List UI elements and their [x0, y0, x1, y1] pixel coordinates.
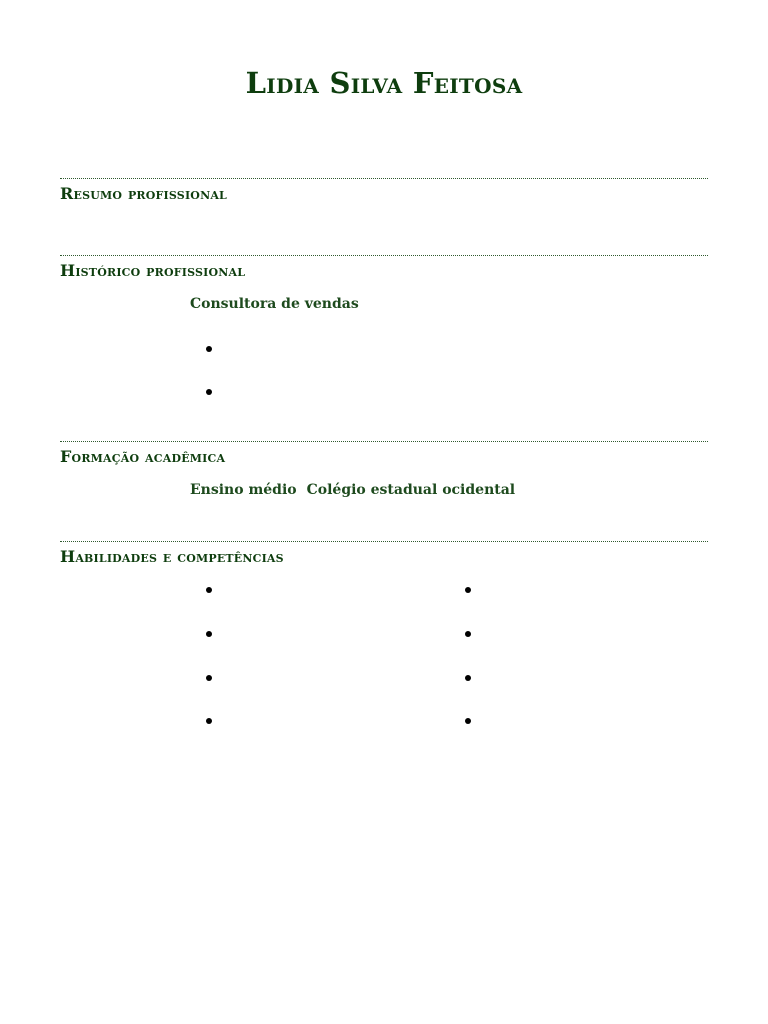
history-bullet — [206, 389, 212, 395]
skill-bullet — [465, 718, 471, 724]
job-title: Consultora de vendas — [190, 296, 359, 312]
section-title-education: Formação acadêmica — [60, 447, 226, 466]
skill-bullet — [206, 718, 212, 724]
skill-bullet — [465, 631, 471, 637]
section-divider-history — [60, 255, 708, 256]
skill-bullet — [465, 587, 471, 593]
skill-bullet — [206, 631, 212, 637]
skill-bullet — [206, 675, 212, 681]
section-title-history: Histórico profissional — [60, 261, 246, 280]
education-school: Colégio estadual ocidental — [306, 482, 516, 498]
section-title-skills: Habilidades e competências — [60, 547, 284, 566]
section-divider-summary — [60, 178, 708, 179]
skill-bullet — [206, 587, 212, 593]
section-title-summary: Resumo profissional — [60, 184, 227, 203]
candidate-name: Lidia Silva Feitosa — [245, 66, 523, 100]
education-degree: Ensino médio — [190, 482, 297, 498]
skill-bullet — [465, 675, 471, 681]
history-bullet — [206, 346, 212, 352]
education-entry — [190, 482, 515, 498]
section-divider-skills — [60, 541, 708, 542]
section-divider-education — [60, 441, 708, 442]
